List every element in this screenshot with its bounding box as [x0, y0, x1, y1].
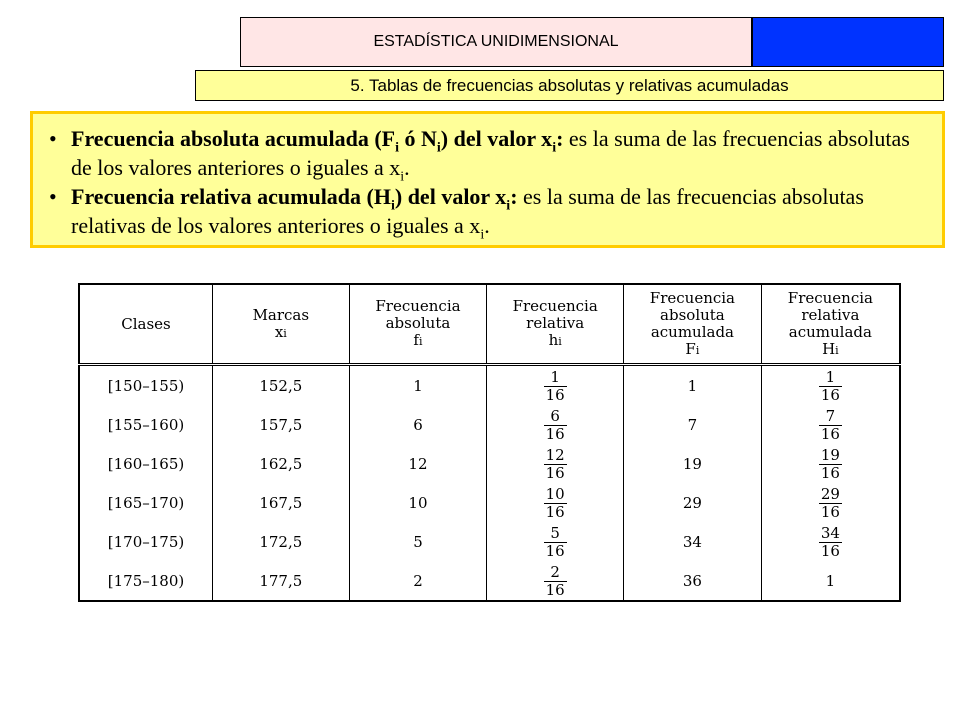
fraction — [819, 486, 842, 521]
fraction-numerator: 6 — [550, 406, 560, 425]
table-row — [79, 365, 900, 406]
header-label: acumulada — [650, 322, 734, 341]
table-row — [79, 522, 900, 561]
table-row — [79, 483, 900, 522]
header-symbol: H — [822, 339, 836, 358]
accent-block — [752, 17, 944, 67]
column-header — [213, 284, 350, 365]
definition-text: Frecuencia absoluta acumulada ($F_i$ ó $N_i$) del valor $x_i$: es la suma de las frecuencias absolutas de los valores anteriores o iguales a $x_i$. — [71, 126, 910, 185]
fraction-numerator: 29 — [820, 484, 840, 503]
cell-clase: [175–180) — [79, 561, 213, 601]
bullet: • — [49, 126, 57, 151]
fraction-denominator: 16 — [545, 463, 565, 482]
definition-text: Frecuencia relativa acumulada $(H_i)$ del valor $x_i$: es la suma de las frecuencias absolutas relativas de los valores anteriores o iguales a $x_i$. — [71, 184, 864, 243]
fraction-numerator: 1 — [825, 367, 836, 386]
fraction-numerator: 2 — [550, 562, 560, 581]
cell-marca: 177,5 — [213, 561, 350, 601]
fraction — [819, 447, 842, 482]
cell-clase: [160–165) — [79, 444, 213, 483]
table-row — [79, 405, 900, 444]
cell-clase: [150–155) — [79, 365, 213, 406]
fraction-denominator: 16 — [820, 385, 840, 404]
cell-Hi — [761, 483, 900, 522]
cell-fi: 10 — [349, 483, 487, 522]
column-header — [349, 284, 487, 365]
cell-marca: 152,5 — [213, 365, 350, 406]
fraction — [544, 525, 567, 560]
fraction — [819, 369, 842, 404]
fraction-numerator: 7 — [825, 406, 836, 425]
cell-hi — [487, 444, 624, 483]
fraction-denominator: 16 — [820, 541, 840, 560]
header-symbol: F — [685, 339, 696, 358]
cell-fi: 5 — [349, 522, 487, 561]
header-label: absoluta — [660, 305, 725, 324]
cell-fi: 6 — [349, 405, 487, 444]
fraction — [544, 447, 567, 482]
fraction — [544, 486, 567, 521]
table-row — [79, 561, 900, 601]
cell-clase: [165–170) — [79, 483, 213, 522]
cell-clase: [170–175) — [79, 522, 213, 561]
cell-Fi: 7 — [624, 405, 762, 444]
cell-Fi: 34 — [624, 522, 762, 561]
whole-value: 1 — [825, 571, 836, 590]
section-subtitle: 5. Tablas de frecuencias absolutas y relativas acumuladas — [195, 70, 944, 101]
definition-absolute-cumulative — [43, 124, 932, 185]
header-label: relativa — [526, 314, 585, 332]
cell-clase: [155–160) — [79, 405, 213, 444]
header-symbol-sub: i — [835, 343, 839, 357]
section-title: ESTADÍSTICA UNIDIMENSIONAL — [240, 17, 752, 67]
cell-Hi — [761, 444, 900, 483]
fraction — [544, 408, 567, 443]
cell-marca: 157,5 — [213, 405, 350, 444]
cell-marca: 172,5 — [213, 522, 350, 561]
header-symbol-sub: i — [558, 335, 562, 348]
cell-Hi — [761, 522, 900, 561]
header-label: relativa — [801, 305, 860, 324]
fraction-denominator: 16 — [820, 463, 840, 482]
fraction-denominator: 16 — [545, 502, 565, 521]
bullet: • — [49, 184, 57, 209]
cell-hi — [487, 365, 624, 406]
fraction-denominator: 16 — [820, 502, 840, 521]
cell-Hi — [761, 405, 900, 444]
fraction-numerator: 10 — [545, 484, 565, 503]
fraction — [819, 408, 842, 443]
header-label: Frecuencia — [649, 288, 735, 307]
fraction-denominator: 16 — [545, 541, 565, 560]
header-label: acumulada — [788, 322, 872, 341]
cell-marca: 167,5 — [213, 483, 350, 522]
definition-relative-cumulative — [43, 182, 932, 243]
cell-fi: 2 — [349, 561, 487, 601]
fraction-denominator: 16 — [545, 385, 565, 404]
cell-hi — [487, 561, 624, 601]
fraction-numerator: 5 — [550, 523, 560, 542]
cell-Hi — [761, 561, 900, 601]
cell-Fi: 36 — [624, 561, 762, 601]
table-header-row — [79, 284, 900, 365]
column-header — [761, 284, 900, 365]
cell-Fi: 1 — [624, 365, 762, 406]
fraction-numerator: 19 — [820, 445, 840, 464]
header-label: Marcas — [252, 305, 310, 324]
fraction-denominator: 16 — [545, 424, 565, 443]
header-symbol: x — [274, 322, 284, 341]
cell-Fi: 29 — [624, 483, 762, 522]
header-symbol: f — [413, 331, 419, 349]
cell-Hi — [761, 365, 900, 406]
fraction-numerator: 12 — [545, 445, 565, 464]
table-row — [79, 444, 900, 483]
cell-hi — [487, 522, 624, 561]
cell-Fi: 19 — [624, 444, 762, 483]
fraction-denominator: 16 — [545, 580, 565, 599]
column-header — [79, 284, 213, 365]
fraction-numerator: 1 — [550, 367, 560, 386]
header-label: Clases — [121, 314, 171, 333]
cell-hi — [487, 483, 624, 522]
cell-fi: 12 — [349, 444, 487, 483]
fraction — [544, 564, 567, 599]
header-label: Frecuencia — [787, 288, 873, 307]
fraction-numerator: 34 — [820, 523, 840, 542]
definitions-box — [30, 111, 945, 248]
header-label: absoluta — [385, 314, 451, 332]
header-symbol: h — [548, 331, 559, 349]
frequency-table — [78, 283, 901, 602]
fraction — [819, 525, 842, 560]
fraction — [544, 369, 567, 404]
cell-hi — [487, 405, 624, 444]
fraction-denominator: 16 — [820, 424, 840, 443]
cell-fi: 1 — [349, 365, 487, 406]
header-symbol-sub: i — [418, 335, 423, 348]
header-symbol-sub: i — [283, 326, 287, 340]
cell-marca: 162,5 — [213, 444, 350, 483]
column-header — [487, 284, 624, 365]
column-header — [624, 284, 762, 365]
header-label: Frecuencia — [512, 297, 598, 315]
header-symbol-sub: i — [695, 343, 700, 357]
header-label: Frecuencia — [375, 297, 461, 315]
